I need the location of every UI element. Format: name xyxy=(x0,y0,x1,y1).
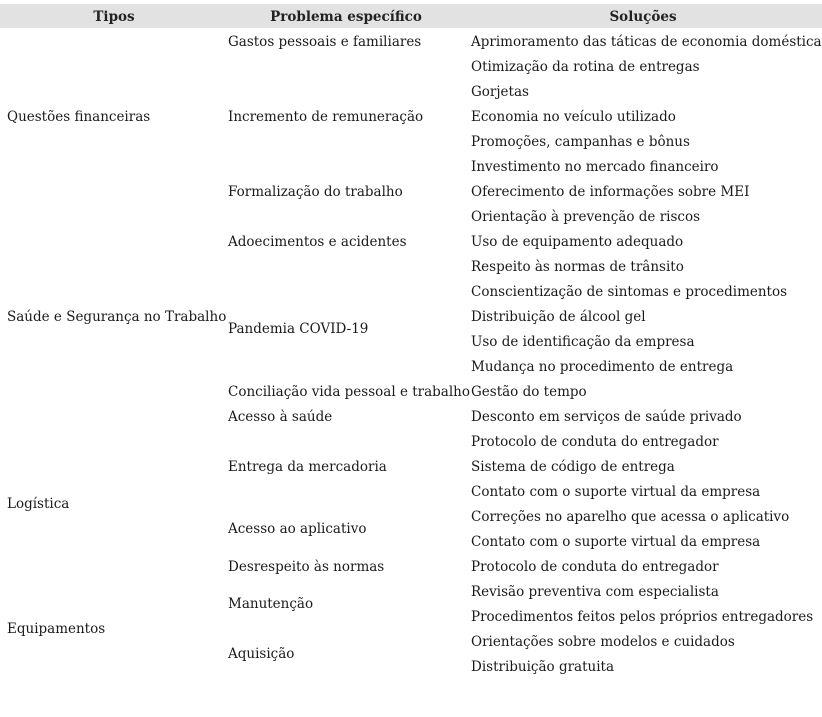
problema-aquisicao: Aquisição xyxy=(228,646,295,662)
table-header xyxy=(0,4,822,28)
solucao-item: Gorjetas xyxy=(471,84,529,100)
solucao-item: Desconto em serviços de saúde privado xyxy=(471,409,742,425)
problema-formalizacao: Formalização do trabalho xyxy=(228,184,403,200)
solucao-item: Protocolo de conduta do entregador xyxy=(471,559,719,575)
solucao-item: Correções no aparelho que acessa o aplicativo xyxy=(471,509,790,525)
problema-desrespeito-normas: Desrespeito às normas xyxy=(228,559,385,575)
solucao-item: Oferecimento de informações sobre MEI xyxy=(471,184,750,200)
problema-pandemia: Pandemia COVID-19 xyxy=(228,321,369,337)
problema-entrega-mercadoria: Entrega da mercadoria xyxy=(228,459,387,475)
solucao-item: Investimento no mercado financeiro xyxy=(471,159,719,175)
solucao-item: Distribuição de álcool gel xyxy=(471,309,646,325)
solucao-item: Contato com o suporte virtual da empresa xyxy=(471,484,761,500)
solucao-item: Economia no veículo utilizado xyxy=(471,109,676,125)
solucao-item: Sistema de código de entrega xyxy=(471,459,675,475)
solucao-item: Procedimentos feitos pelos próprios entregadores xyxy=(471,609,814,625)
solucao-item: Uso de identificação da empresa xyxy=(471,334,695,350)
solucao-item: Respeito às normas de trânsito xyxy=(471,259,684,275)
solucao-item: Orientação à prevenção de riscos xyxy=(471,209,701,225)
solucao-item: Orientações sobre modelos e cuidados xyxy=(471,634,735,650)
problema-acesso-aplicativo: Acesso ao aplicativo xyxy=(228,521,367,537)
header-tipos: Tipos xyxy=(93,9,135,25)
solucao-item: Aprimoramento das táticas de economia doméstica xyxy=(471,34,822,50)
solucao-item: Conscientização de sintomas e procedimentos xyxy=(471,284,788,300)
tipo-equipamentos: Equipamentos xyxy=(7,621,106,637)
solucao-item: Uso de equipamento adequado xyxy=(471,234,684,250)
solucao-item: Protocolo de conduta do entregador xyxy=(471,434,719,450)
solucao-item: Revisão preventiva com especialista xyxy=(471,584,719,600)
problema-acesso-saude: Acesso à saúde xyxy=(228,409,333,425)
tipo-saude-seguranca: Saúde e Segurança no Trabalho xyxy=(7,309,227,325)
solucao-item: Distribuição gratuita xyxy=(471,659,615,675)
problema-conciliacao: Conciliação vida pessoal e trabalho xyxy=(228,384,470,400)
solucao-item: Mudança no procedimento de entrega xyxy=(471,359,734,375)
problema-gastos-pessoais: Gastos pessoais e familiares xyxy=(228,34,422,50)
header-solucoes: Soluções xyxy=(609,9,677,25)
solucao-item: Gestão do tempo xyxy=(471,384,587,400)
solucao-item: Promoções, campanhas e bônus xyxy=(471,134,690,150)
tipo-questoes-financeiras: Questões financeiras xyxy=(7,109,151,125)
problema-manutencao: Manutenção xyxy=(228,596,314,612)
header-problema-especifico: Problema específico xyxy=(270,9,422,25)
problema-adoecimentos: Adoecimentos e acidentes xyxy=(228,234,407,250)
tipo-logistica: Logística xyxy=(7,496,70,512)
solucao-item: Contato com o suporte virtual da empresa xyxy=(471,534,761,550)
problema-incremento-remuneracao: Incremento de remuneração xyxy=(228,109,424,125)
solucao-item: Otimização da rotina de entregas xyxy=(471,59,700,75)
